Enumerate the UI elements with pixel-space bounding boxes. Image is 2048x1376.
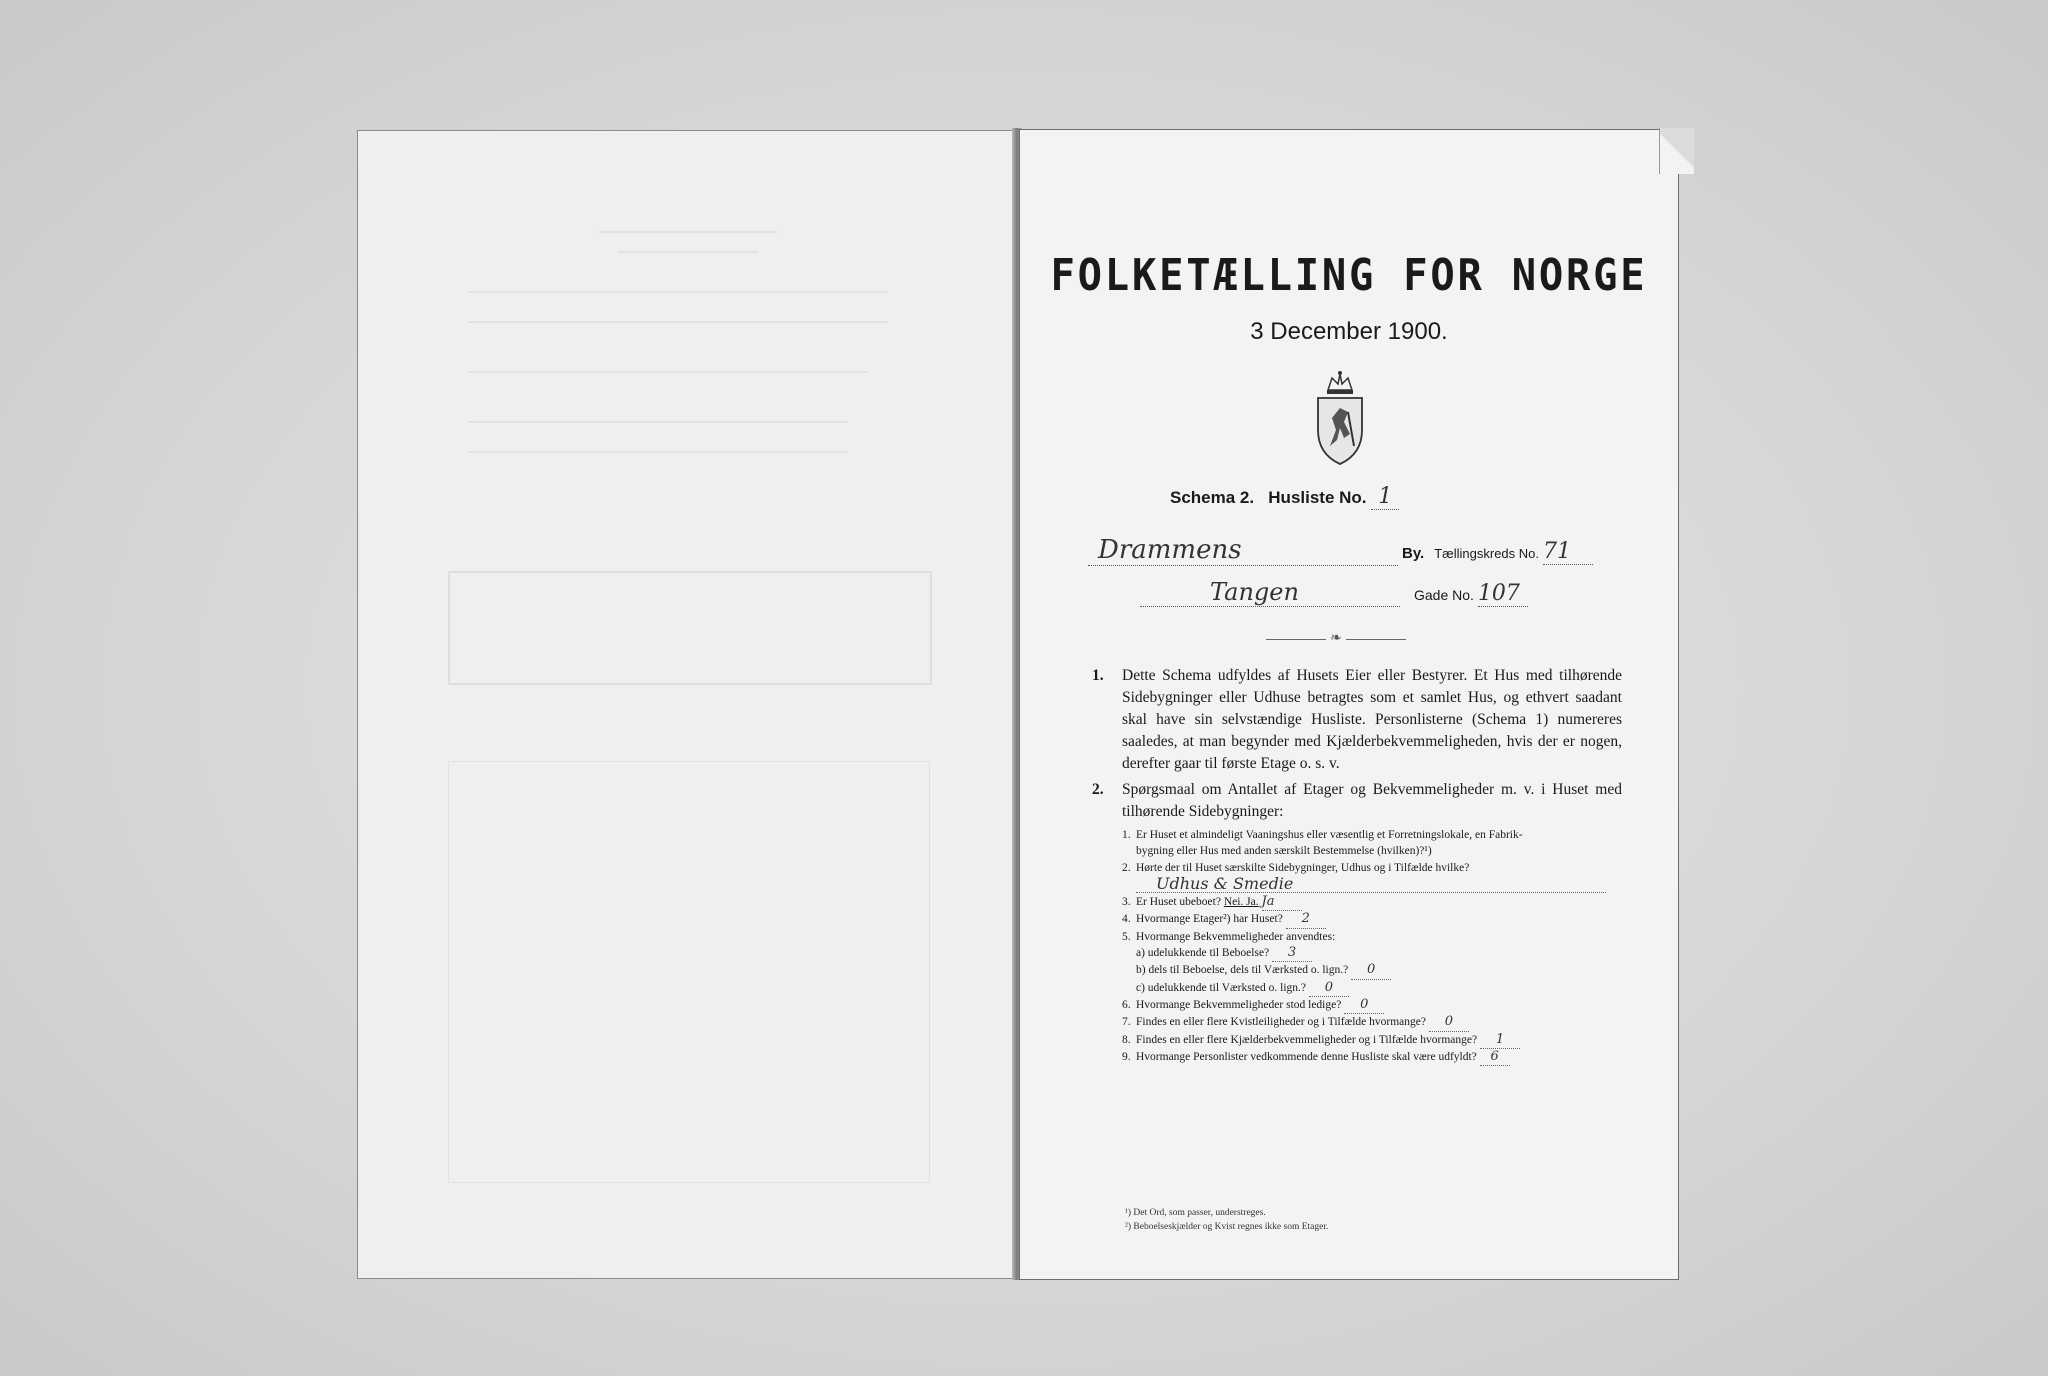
kreds-field[interactable]: 71 [1543,539,1593,565]
question-number: 4. [1122,913,1131,926]
question-number: 6. [1122,998,1131,1011]
question-text: Hvormange Etager²) har Huset? [1136,913,1283,926]
schema-label: Schema 2. [1170,488,1255,507]
question-3-options: Nei. Ja. [1223,896,1259,909]
footnotes [1125,1206,1328,1234]
question-5a [1122,945,1622,962]
question-8 [1122,1032,1622,1049]
husliste-value[interactable]: 1 [1371,484,1399,510]
bleed-through-line [468,291,888,293]
by-label: By. [1402,545,1425,562]
question-number: 2. [1122,861,1131,874]
schema-line [1170,484,1399,510]
bleed-through-line [598,231,778,233]
question-5b [1122,962,1622,979]
question-3-answer[interactable]: Ja [1262,894,1302,911]
question-6-answer[interactable]: 0 [1344,997,1384,1014]
census-date: 3 December 1900. [1250,318,1448,345]
footnote-2: ²) Beboelseskjælder og Kvist regnes ikke som Etager. [1125,1222,1329,1232]
question-number: 7. [1122,1016,1131,1029]
question-2-answer[interactable]: Udhus & Smedie [1136,876,1606,893]
question-text: b) dels til Beboelse, dels til Værksted o. lign.? [1136,964,1349,977]
question-9 [1122,1049,1622,1066]
question-text: Hvormange Bekvemmeligheder stod ledige? [1136,998,1342,1011]
question-text: Hvormange Bekvemmeligheder anvendtes: [1136,930,1336,943]
question-5a-answer[interactable]: 3 [1272,945,1312,962]
question-text: Hvormange Personlister vedkommende denne Husliste skal være udfyldt? [1136,1050,1477,1063]
question-text: c) udelukkende til Værksted o. lign.? [1136,981,1307,994]
question-7-answer[interactable]: 0 [1429,1014,1469,1031]
question-list [1092,827,1622,1066]
coat-of-arms-icon [1310,368,1370,468]
street-line [1140,578,1528,607]
instructions [1092,665,1622,1066]
paragraph-1 [1092,665,1622,775]
question-text: Er Huset ubeboet? [1136,896,1221,909]
divider-ornament [1266,630,1406,647]
street-field[interactable]: Tangen [1140,578,1400,607]
question-4-answer[interactable]: 2 [1286,911,1326,928]
question-text: Findes en eller flere Kvistleiligheder og i Tilfælde hvormange? [1136,1016,1426,1029]
question-1 [1122,827,1622,843]
folded-corner [1659,128,1694,174]
question-text: Er Huset et almindeligt Vaaningshus eller væsentlig et Forretningslokale, en Fabrik- [1136,829,1523,841]
question-7 [1122,1014,1622,1031]
bleed-through-line [468,451,848,453]
paragraph-text: Dette Schema udfyldes af Husets Eier eller Bestyrer. Et Hus med tilhørende Sidebygninger eller Udhuse betragtes som et samlet Hus, og ethvert saadant skal have sin selvstændige Husliste. Personlisterne (Schema 1) numereres saaledes, at man begynder med Kjælderbekvemmeligheden, hvis der er nogen, derefter gaar til første Etage o. s. v. [1122,667,1622,772]
question-number: 3. [1122,896,1131,909]
husliste-label: Husliste No. [1268,488,1367,507]
paragraph-number: 2. [1092,781,1104,798]
question-5c-answer[interactable]: 0 [1309,980,1349,997]
question-9-answer[interactable]: 6 [1480,1049,1510,1066]
bleed-through-table [448,571,932,685]
question-number: 9. [1122,1050,1131,1063]
question-text: Findes en eller flere Kjælderbekvemmeligheder og i Tilfælde hvormange? [1136,1033,1478,1046]
question-5b-answer[interactable]: 0 [1351,962,1391,979]
question-text: a) udelukkende til Beboelse? [1136,947,1270,960]
question-6 [1122,997,1622,1014]
bleed-through-line [618,251,758,253]
question-3 [1122,894,1622,911]
question-number: 1. [1122,829,1131,841]
question-number: 5. [1122,930,1131,943]
footnote-1: ¹) Det Ord, som passer, understreges. [1125,1208,1266,1218]
page-title: FOLKETÆLLING FOR NORGE [1050,250,1648,301]
bleed-through-table [448,761,930,1183]
paragraph-text: Spørgsmaal om Antallet af Etager og Bekvemmeligheder m. v. i Huset med tilhørende Sidebygninger: [1122,781,1622,820]
question-number: 8. [1122,1033,1131,1046]
question-4 [1122,911,1622,928]
city-line [1088,535,1593,566]
gade-field[interactable]: 107 [1478,581,1528,607]
bleed-through-line [468,321,888,323]
question-5c [1122,980,1622,997]
question-5 [1122,929,1622,945]
question-8-answer[interactable]: 1 [1480,1032,1520,1049]
kreds-label: Tællingskreds No. [1434,546,1539,561]
question-2-answer-row [1122,873,1622,894]
left-page [357,130,1014,1279]
bleed-through-line [468,371,868,373]
question-text: Hørte der til Huset særskilte Sidebygninger, Udhus og i Tilfælde hvilke? [1136,861,1470,874]
gade-label: Gade No. [1414,587,1474,603]
bleed-through-line [468,421,848,423]
ornament-icon: ❧ [1330,631,1342,646]
question-1-cont [1122,843,1622,859]
paragraph-2 [1092,779,1622,823]
city-field[interactable]: Drammens [1088,535,1398,566]
right-page [1019,129,1679,1280]
question-text: bygning eller Hus med anden særskilt Bestemmelse (hvilken)?¹) [1136,845,1432,858]
paragraph-number: 1. [1092,667,1104,684]
